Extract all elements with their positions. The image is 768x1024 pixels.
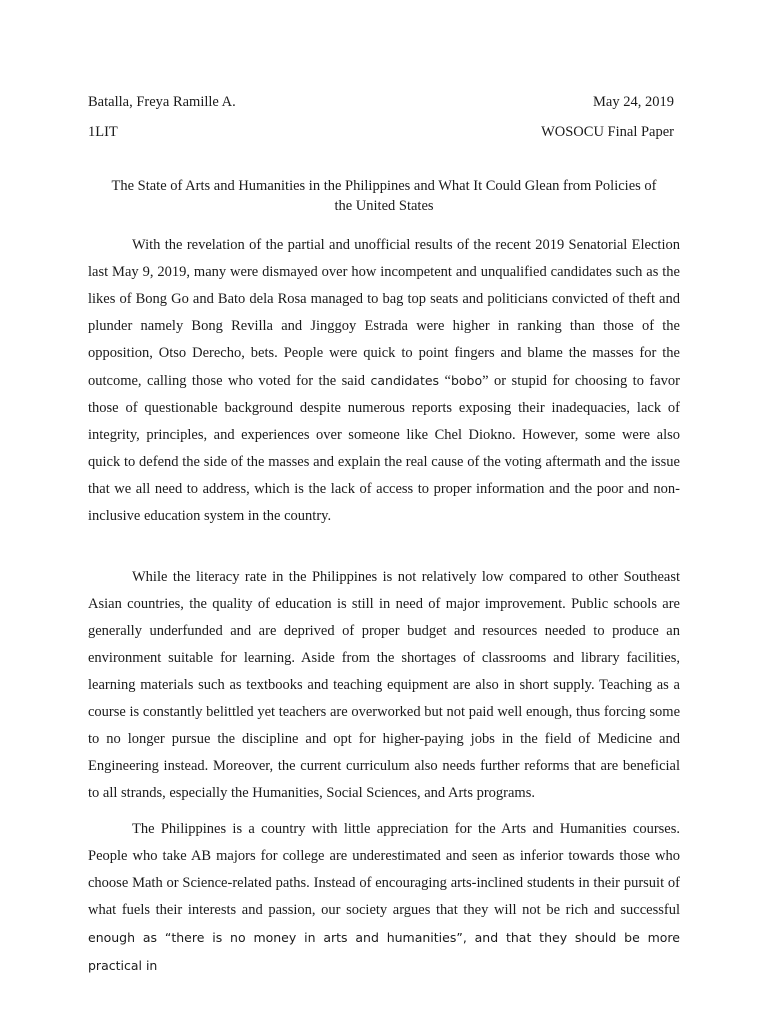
- paragraph-3-text-b: enough as “there is no money in arts and humanities”, and that they should be more practical in: [88, 930, 680, 973]
- header-row-1: [88, 92, 680, 112]
- paragraph-1-text-b: candidates: [370, 373, 440, 388]
- course-title: WOSOCU Final Paper: [541, 124, 674, 140]
- paragraph-1-text-a: With the revelation of the partial and unofficial results of the recent 2019 Senatorial Election last May 9, 2019, many were dismayed over how incompetent and unqualified candidates such as the likes of Bong Go and Bato dela Rosa managed to bag top seats and politicians convicted of theft and plunder namely Bong Revilla and Jinggoy Estrada were higher in ranking than those of the opposition, Otso Derecho, bets. People were quick to point fingers and blame the masses for the outcome, calling those who voted for the said: [88, 237, 680, 389]
- paragraph-2-text: While the literacy rate in the Philippines is not relatively low compared to other Southeast Asian countries, the quality of education is still in need of major improvement. Public schools are generally underfunded and are deprived of proper budget and resources needed to produce an environment suitable for learning. Aside from the shortages of classrooms and library facilities, learning materials such as textbooks and teaching equipment are also in short supply. Teaching as a course is constantly belittled yet teachers are overworked but not paid well enough, thus forcing some to no longer pursue the discipline and opt for higher-paying jobs in the field of Medicine and Engineering instead. Moreover, the current curriculum also needs further reforms that are beneficial to all strands, especially the Humanities, Social Sciences, and Arts programs.: [88, 569, 680, 801]
- paragraph-3: [88, 816, 680, 980]
- paper-title: The State of Arts and Humanities in the Philippines and What It Could Glean from Policies of the United States: [111, 178, 657, 214]
- paragraph-1-text-d: bobo: [450, 373, 483, 388]
- paragraph-1-text-e: ” or stupid for choosing to favor those of questionable background despite numerous reports exposing their inadequacies, lack of integrity, principles, and experiences over someone like Chel Diokno. However, some were also quick to defend the side of the masses and explain the real cause of the voting aftermath and the issue that we all need to address, which is the lack of access to proper information and the poor and non-inclusive education system in the country.: [88, 373, 680, 524]
- paragraph-2: [88, 564, 680, 807]
- author-name: Batalla, Freya Ramille A.: [88, 94, 236, 110]
- paper-date: May 24, 2019: [593, 94, 674, 110]
- paragraph-1: [88, 232, 680, 530]
- header-row-2: [88, 122, 680, 142]
- document-page: [88, 0, 680, 1024]
- section-code: 1LIT: [88, 124, 118, 140]
- paragraph-1-text-c: “: [439, 373, 451, 389]
- paragraph-3-text-a: The Philippines is a country with little appreciation for the Arts and Humanities courses. People who take AB majors for college are underestimated and seen as inferior towards those who choose Math or Science-related paths. Instead of encouraging arts-inclined students in their pursuit of what fuels their interests and passion, our society argues that they will not be rich and successful: [88, 821, 680, 918]
